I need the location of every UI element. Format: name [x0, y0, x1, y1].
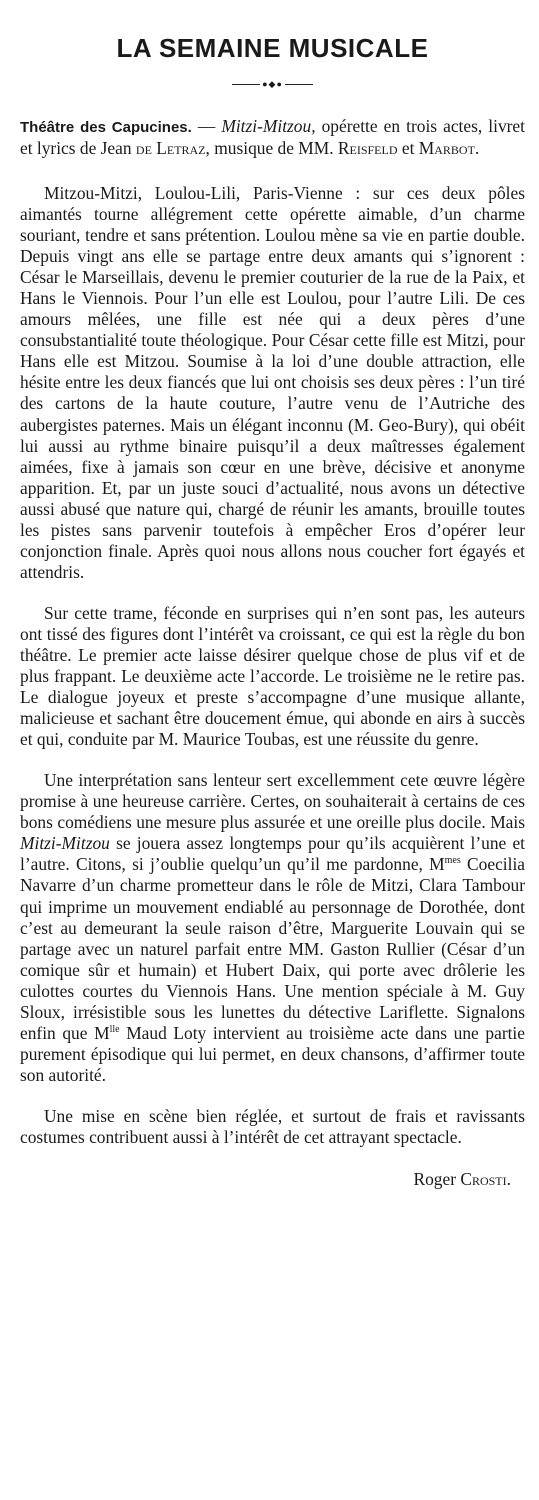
ornament-line-right	[285, 84, 313, 85]
heading-dash: —	[191, 116, 222, 136]
cast-text-a: Une interprétation sans lenteur sert excellemment cete œuvre légère promise à une heureuse carrière. Certes, on souhaiterait à certains de ces bons comédiens une mesure plus assurée et une oreille plus docile. Mais	[20, 770, 525, 833]
page-title: LA SEMAINE MUSICALE	[116, 33, 429, 63]
ornament-line-left	[232, 84, 260, 85]
title-ornament	[20, 80, 525, 88]
cast-text-d: Maud Loty intervient au troisième acte dans une partie purement épisodique qui lui permet, en deux chansons, d’affirmer toute son autorité.	[20, 1022, 525, 1085]
author-signature	[20, 1168, 511, 1190]
mademoiselle-abbrev: lle	[109, 1023, 120, 1035]
paragraph-cast	[20, 770, 525, 1086]
signature-end: .	[506, 1169, 511, 1190]
cast-text-b: se jouera assez longtemps pour qu’ils acquièrent l’une et l’autre. Citons, si j’oublie quelqu’un qu’il me pardonne, M	[20, 833, 525, 875]
heading-end: .	[474, 138, 480, 158]
paragraph-staging: Une mise en scène bien réglée, et surtout de frais et ravissants costumes contribuent aussi à l’intérêt de cet attrayant spectacle.	[20, 1105, 525, 1147]
signature-first-name: Roger	[413, 1169, 461, 1190]
paragraph-authors: Sur cette trame, féconde en surprises qui n’en sont pas, les auteurs ont tissé des figures dont l’intérêt va croissant, ce qui est la règle du bon théâtre. Le premier acte laisse désirer quelque chose de plus vif et de plus frappant. Le deuxième acte l’accorde. Le troisième ne le retire pas. Le dialogue joyeux et preste s’accompagne d’une musique allante, malicieuse et sachant être doucement émue, qui abonde en airs à succès et qui, conduite par M. Maurice Toubas, est une réussite du genre.	[20, 602, 525, 750]
cast-text-c: Coecilia Navarre d’un charme prometteur dans le rôle de Mitzi, Clara Tambour qui imprime un mouvement endiablé au personnage de Dorothée, dont c’est au demeurant la seule raison d’être, Marguerite Louvain qui se partage avec un naturel parfait entre MM. Gaston Rullier (César d’un comique sûr et humain) et Hubert Daix, qui porte avec drôlerie les culottes courtes du Viennois Hans. Une mention spéciale à M. Guy Sloux, irrésistible sous les lunettes du détective Lariflette. Signalons enfin que M	[20, 854, 526, 1043]
signature-last-name: Crosti	[460, 1169, 507, 1190]
composer-2: Marbot	[418, 138, 475, 158]
heading-and: et	[397, 138, 419, 158]
ornament-dots: ●◆●	[262, 79, 283, 89]
review-heading	[20, 116, 525, 159]
paragraph-plot: Mitzou-Mitzi, Loulou-Lili, Paris-Vienne : sur ces deux pôles aimantés tourne allégrement cette opérette aimable, d’un charme souriant, tendre et sans prétention. Loulou mène sa vie en partie double. Depuis vingt ans elle se partage entre deux amants qui s’ignorent : César le Marseillais, devenu le premier couturier de la rue de la Paix, et Hans le Viennois. Pour l’un elle est Loulou, pour l’autre Lili. De ces amours mêlées, une fille est née qui a deux pères d’une consubstantialité toute théologique. Pour César cette fille est Mitzi, pour Hans elle est Mitzou. Soumise à la loi d’une double attraction, elle hésite entre les deux fiancés que lui ont choisis ses deux pères : l’un tiré des cartons de la haute couture, l’autre venu de l’Autriche des aubergistes paternes. Mais un élégant inconnu (M. Geo-Bury), qui obéit lui aussi au rythme binaire puisqu’il a deux maîtresses également aimées, fixe à jamais son cœur en une brève, décisive et anonyme apparition. Et, par un juste souci d’actualité, nous avons un détective aussi abusé que nature qui, chargé de réunir les amants, brouille toutes les pistes sans parvenir toutefois à empêcher Eros d’opérer leur conjonction finale. Après quoi nous allons nous coucher fort égayés et attendris.	[20, 183, 525, 582]
librettist-name: de Letraz	[135, 138, 206, 158]
mesdames-abbrev: mes	[444, 855, 461, 867]
heading-desc-2: , musique de MM.	[205, 138, 338, 158]
article	[20, 30, 525, 1190]
work-title: Mitzi-Mitzou,	[221, 116, 316, 136]
composer-1: Reisfeld	[337, 138, 398, 158]
venue-name: Théâtre des Capucines.	[20, 119, 192, 136]
heading-desc-1: opérette en trois actes, livret et lyrics de Jean	[20, 116, 525, 158]
cast-work-title: Mitzi-Mitzou	[20, 833, 110, 854]
